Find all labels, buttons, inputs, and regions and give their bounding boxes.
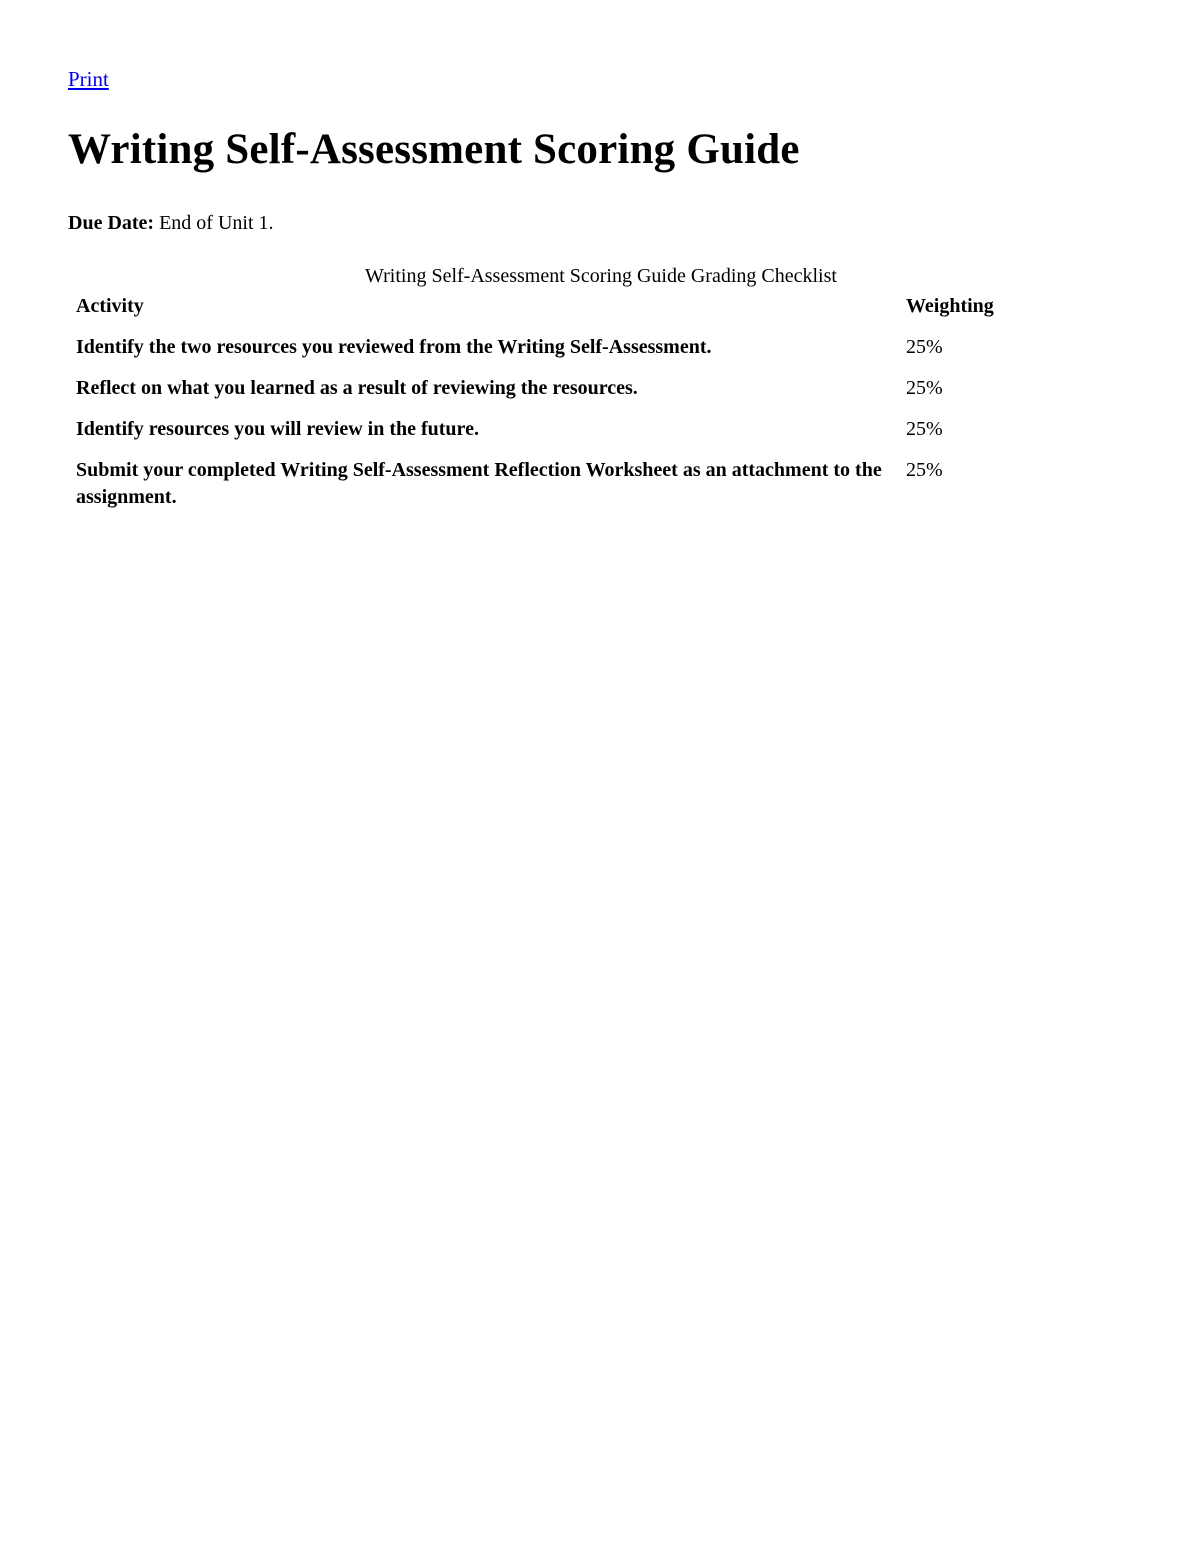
activity-cell: Identify resources you will review in the future. [76,418,479,440]
table-row [68,450,1134,518]
table-row [68,327,1134,368]
table-row [68,368,1134,409]
weighting-column-header: Weighting [906,295,994,317]
weighting-cell: 25% [906,459,943,481]
table-header-row [68,292,1134,327]
weighting-cell: 25% [906,418,943,440]
activity-cell: Reflect on what you learned as a result of reviewing the resources. [76,377,638,399]
weighting-cell: 25% [906,336,943,358]
activity-cell: Identify the two resources you reviewed from the Writing Self-Assessment. [76,336,712,358]
checklist-caption: Writing Self-Assessment Scoring Guide Grading Checklist [365,265,837,287]
activity-column-header: Activity [76,295,144,317]
due-date [68,212,274,235]
print-link[interactable]: Print [68,67,109,91]
activity-cell: Submit your completed Writing Self-Assessment Reflection Worksheet as an attachment to the assignment. [76,459,882,508]
page-title: Writing Self-Assessment Scoring Guide [68,126,800,173]
checklist-table [68,292,1134,518]
table-row [68,409,1134,450]
weighting-cell: 25% [906,377,943,399]
due-date-label: Due Date: [68,212,155,234]
grading-checklist [68,262,1134,518]
due-date-value: End of Unit 1. [159,212,274,234]
